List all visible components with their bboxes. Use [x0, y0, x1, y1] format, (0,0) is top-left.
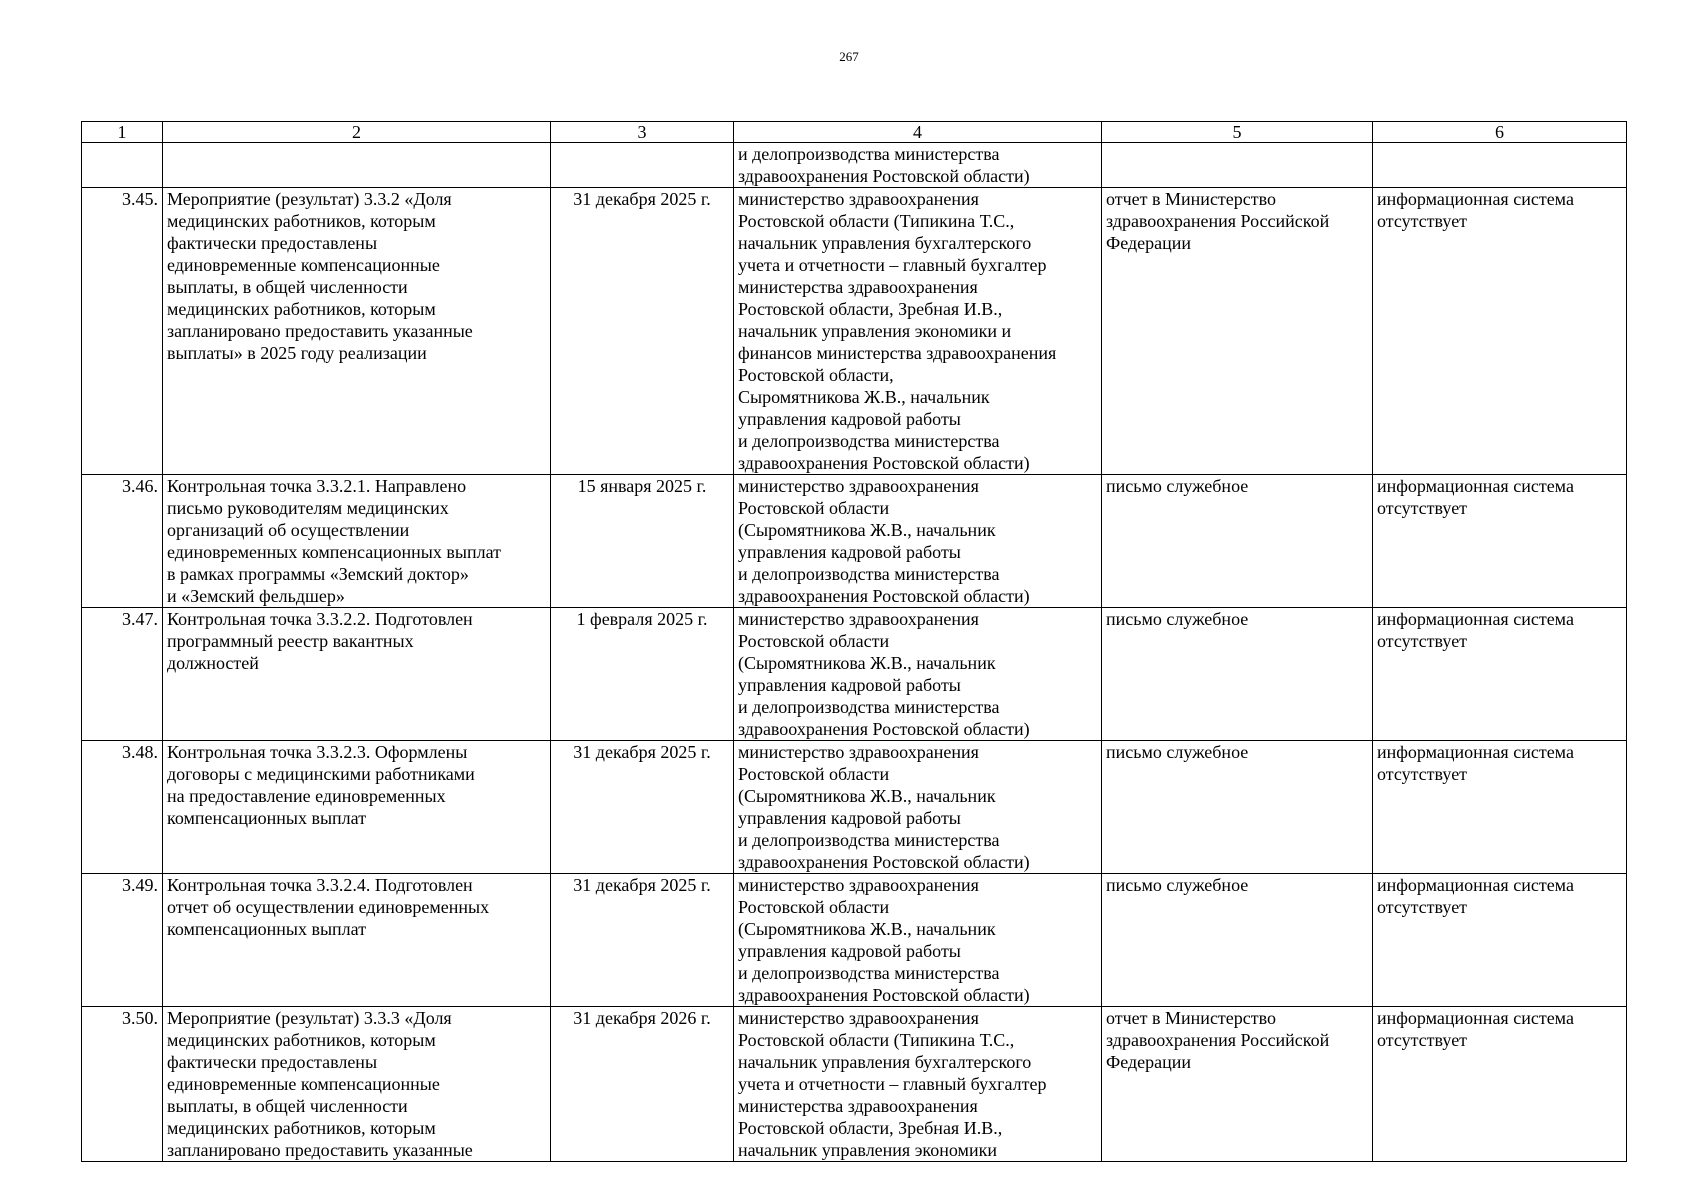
responsible-line: и делопроизводства министерства — [738, 697, 1000, 717]
information-system-cell — [1373, 741, 1627, 874]
responsible-line: здравоохранения Ростовской области) — [738, 586, 1030, 606]
description-line: отчет об осуществлении единовременных — [167, 897, 490, 917]
responsible-line: начальник управления бухгалтерского — [738, 1052, 1032, 1072]
responsible-line: министерство здравоохранения — [738, 609, 979, 629]
responsible-line: министерство здравоохранения — [738, 476, 979, 496]
responsible-line: Ростовской области — [738, 631, 890, 651]
document-type-line: письмо служебное — [1106, 742, 1249, 762]
responsible-line: управления кадровой работы — [738, 675, 961, 695]
responsible-line: Ростовской области (Типикина Т.С., — [738, 1030, 1015, 1050]
responsible-line: министерство здравоохранения — [738, 1008, 979, 1028]
responsible-cell — [734, 475, 1102, 608]
responsible-cell — [734, 1007, 1102, 1162]
table-row — [82, 741, 1627, 874]
document-type-line: здравоохранения Российской — [1106, 1030, 1330, 1050]
deadline-cell — [551, 143, 734, 188]
responsible-line: (Сыромятникова Ж.В., начальник — [738, 786, 996, 806]
information-system-line: отсутствует — [1377, 631, 1468, 651]
description-line: Мероприятие (результат) 3.3.3 «Доля — [167, 1008, 452, 1028]
responsible-line: учета и отчетности – главный бухгалтер — [738, 255, 1047, 275]
deadline-cell: 31 декабря 2025 г. — [551, 188, 734, 475]
information-system-line: отсутствует — [1377, 1030, 1468, 1050]
deadline-cell: 31 декабря 2026 г. — [551, 1007, 734, 1162]
table-header-row — [82, 122, 1627, 143]
information-system-line: отсутствует — [1377, 498, 1468, 518]
responsible-line: здравоохранения Ростовской области) — [738, 453, 1030, 473]
responsible-line: здравоохранения Ростовской области) — [738, 719, 1030, 739]
document-type-line: письмо служебное — [1106, 875, 1249, 895]
responsible-line: Ростовской области — [738, 897, 890, 917]
description-line: должностей — [167, 653, 259, 673]
responsible-line: (Сыромятникова Ж.В., начальник — [738, 653, 996, 673]
description-cell — [163, 143, 551, 188]
document-type-cell — [1102, 143, 1373, 188]
row-number-cell: 3.48. — [82, 741, 163, 874]
table-row — [82, 188, 1627, 475]
description-line: медицинских работников, которым — [167, 1030, 436, 1050]
responsible-line: здравоохранения Ростовской области) — [738, 852, 1030, 872]
information-system-cell — [1373, 1007, 1627, 1162]
description-line: фактически предоставлены — [167, 233, 378, 253]
responsible-line: министерство здравоохранения — [738, 875, 979, 895]
responsible-line: Ростовской области — [738, 498, 890, 518]
responsible-line: Ростовской области, Зребная И.В., — [738, 299, 1003, 319]
description-line: медицинских работников, которым — [167, 211, 436, 231]
responsible-line: финансов министерства здравоохранения — [738, 343, 1057, 363]
information-system-cell — [1373, 188, 1627, 475]
responsible-line: начальник управления экономики и — [738, 321, 1012, 341]
responsible-line: и делопроизводства министерства — [738, 564, 1000, 584]
description-line: программный реестр вакантных — [167, 631, 414, 651]
information-system-line: отсутствует — [1377, 211, 1468, 231]
document-type-line: Федерации — [1106, 1052, 1192, 1072]
responsible-cell — [734, 741, 1102, 874]
responsible-line: министерство здравоохранения — [738, 742, 979, 762]
table-row — [82, 143, 1627, 188]
responsible-line: Ростовской области (Типикина Т.С., — [738, 211, 1015, 231]
information-system-line: информационная система — [1377, 1008, 1574, 1028]
row-number-cell: 3.45. — [82, 188, 163, 475]
description-line: выплаты, в общей численности — [167, 1096, 408, 1116]
document-type-line: письмо служебное — [1106, 609, 1249, 629]
description-line: Мероприятие (результат) 3.3.2 «Доля — [167, 189, 452, 209]
description-line: единовременных компенсационных выплат — [167, 542, 501, 562]
responsible-line: и делопроизводства министерства — [738, 144, 1000, 164]
table-row — [82, 1007, 1627, 1162]
description-cell — [163, 741, 551, 874]
description-line: на предоставление единовременных — [167, 786, 446, 806]
document-type-cell — [1102, 874, 1373, 1007]
deadline-cell: 31 декабря 2025 г. — [551, 741, 734, 874]
description-line: Контрольная точка 3.3.2.2. Подготовлен — [167, 609, 473, 629]
description-line: и «Земский фельдшер» — [167, 586, 345, 606]
column-header: 1 — [82, 122, 163, 143]
information-system-line: информационная система — [1377, 609, 1574, 629]
document-type-cell — [1102, 1007, 1373, 1162]
responsible-line: и делопроизводства министерства — [738, 830, 1000, 850]
page-number: 267 — [839, 49, 859, 64]
table-row — [82, 874, 1627, 1007]
information-system-line: информационная система — [1377, 742, 1574, 762]
table-body — [82, 143, 1627, 1162]
description-line: выплаты» в 2025 году реализации — [167, 343, 427, 363]
responsible-cell — [734, 188, 1102, 475]
document-type-cell — [1102, 741, 1373, 874]
responsible-line: министерства здравоохранения — [738, 277, 978, 297]
deadline-cell: 15 января 2025 г. — [551, 475, 734, 608]
column-header: 2 — [163, 122, 551, 143]
information-system-cell — [1373, 874, 1627, 1007]
document-type-cell — [1102, 188, 1373, 475]
responsible-line: управления кадровой работы — [738, 941, 961, 961]
document-type-line: здравоохранения Российской — [1106, 211, 1330, 231]
responsible-line: министерства здравоохранения — [738, 1096, 978, 1116]
responsible-line: управления кадровой работы — [738, 542, 961, 562]
information-system-line: информационная система — [1377, 189, 1574, 209]
information-system-line: отсутствует — [1377, 764, 1468, 784]
responsible-line: учета и отчетности – главный бухгалтер — [738, 1074, 1047, 1094]
table-row — [82, 475, 1627, 608]
document-type-line: отчет в Министерство — [1106, 189, 1277, 209]
column-header: 4 — [734, 122, 1102, 143]
responsible-line: Ростовской области, — [738, 365, 894, 385]
deadline-cell: 31 декабря 2025 г. — [551, 874, 734, 1007]
description-cell — [163, 608, 551, 741]
description-line: организаций об осуществлении — [167, 520, 410, 540]
responsible-line: Ростовской области, Зребная И.В., — [738, 1118, 1003, 1138]
responsible-line: (Сыромятникова Ж.В., начальник — [738, 919, 996, 939]
description-line: компенсационных выплат — [167, 919, 367, 939]
description-line: письмо руководителям медицинских — [167, 498, 449, 518]
responsible-line: управления кадровой работы — [738, 409, 961, 429]
table-row — [82, 608, 1627, 741]
plan-table — [81, 121, 1627, 1162]
description-line: компенсационных выплат — [167, 808, 367, 828]
column-header: 6 — [1373, 122, 1627, 143]
responsible-line: и делопроизводства министерства — [738, 963, 1000, 983]
responsible-line: министерство здравоохранения — [738, 189, 979, 209]
row-number-cell: 3.49. — [82, 874, 163, 1007]
information-system-cell — [1373, 475, 1627, 608]
responsible-line: и делопроизводства министерства — [738, 431, 1000, 451]
description-line: медицинских работников, которым — [167, 299, 436, 319]
description-line: договоры с медицинскими работниками — [167, 764, 475, 784]
responsible-cell — [734, 608, 1102, 741]
responsible-line: управления кадровой работы — [738, 808, 961, 828]
responsible-cell — [734, 143, 1102, 188]
description-line: в рамках программы «Земский доктор» — [167, 564, 469, 584]
description-line: Контрольная точка 3.3.2.4. Подготовлен — [167, 875, 473, 895]
responsible-line: (Сыромятникова Ж.В., начальник — [738, 520, 996, 540]
responsible-line: начальник управления экономики — [738, 1140, 997, 1160]
description-line: единовременные компенсационные — [167, 1074, 440, 1094]
row-number-cell: 3.50. — [82, 1007, 163, 1162]
description-line: Контрольная точка 3.3.2.3. Оформлены — [167, 742, 468, 762]
information-system-cell — [1373, 608, 1627, 741]
document-type-cell — [1102, 475, 1373, 608]
row-number-cell — [82, 143, 163, 188]
description-line: медицинских работников, которым — [167, 1118, 436, 1138]
responsible-line: Ростовской области — [738, 764, 890, 784]
column-header: 3 — [551, 122, 734, 143]
description-line: выплаты, в общей численности — [167, 277, 408, 297]
document-type-line: письмо служебное — [1106, 476, 1249, 496]
responsible-line: Сыромятникова Ж.В., начальник — [738, 387, 990, 407]
row-number-cell: 3.46. — [82, 475, 163, 608]
document-type-cell — [1102, 608, 1373, 741]
row-number-cell: 3.47. — [82, 608, 163, 741]
description-line: единовременные компенсационные — [167, 255, 440, 275]
description-line: запланировано предоставить указанные — [167, 1140, 473, 1160]
responsible-cell — [734, 874, 1102, 1007]
deadline-cell: 1 февраля 2025 г. — [551, 608, 734, 741]
description-cell — [163, 1007, 551, 1162]
document-type-line: отчет в Министерство — [1106, 1008, 1277, 1028]
column-header: 5 — [1102, 122, 1373, 143]
information-system-line: информационная система — [1377, 476, 1574, 496]
information-system-line: отсутствует — [1377, 897, 1468, 917]
description-cell — [163, 475, 551, 608]
description-line: Контрольная точка 3.3.2.1. Направлено — [167, 476, 467, 496]
description-cell — [163, 188, 551, 475]
responsible-line: здравоохранения Ростовской области) — [738, 166, 1030, 186]
responsible-line: начальник управления бухгалтерского — [738, 233, 1032, 253]
information-system-line: информационная система — [1377, 875, 1574, 895]
document-type-line: Федерации — [1106, 233, 1192, 253]
information-system-cell — [1373, 143, 1627, 188]
description-line: запланировано предоставить указанные — [167, 321, 473, 341]
description-cell — [163, 874, 551, 1007]
description-line: фактически предоставлены — [167, 1052, 378, 1072]
responsible-line: здравоохранения Ростовской области) — [738, 985, 1030, 1005]
